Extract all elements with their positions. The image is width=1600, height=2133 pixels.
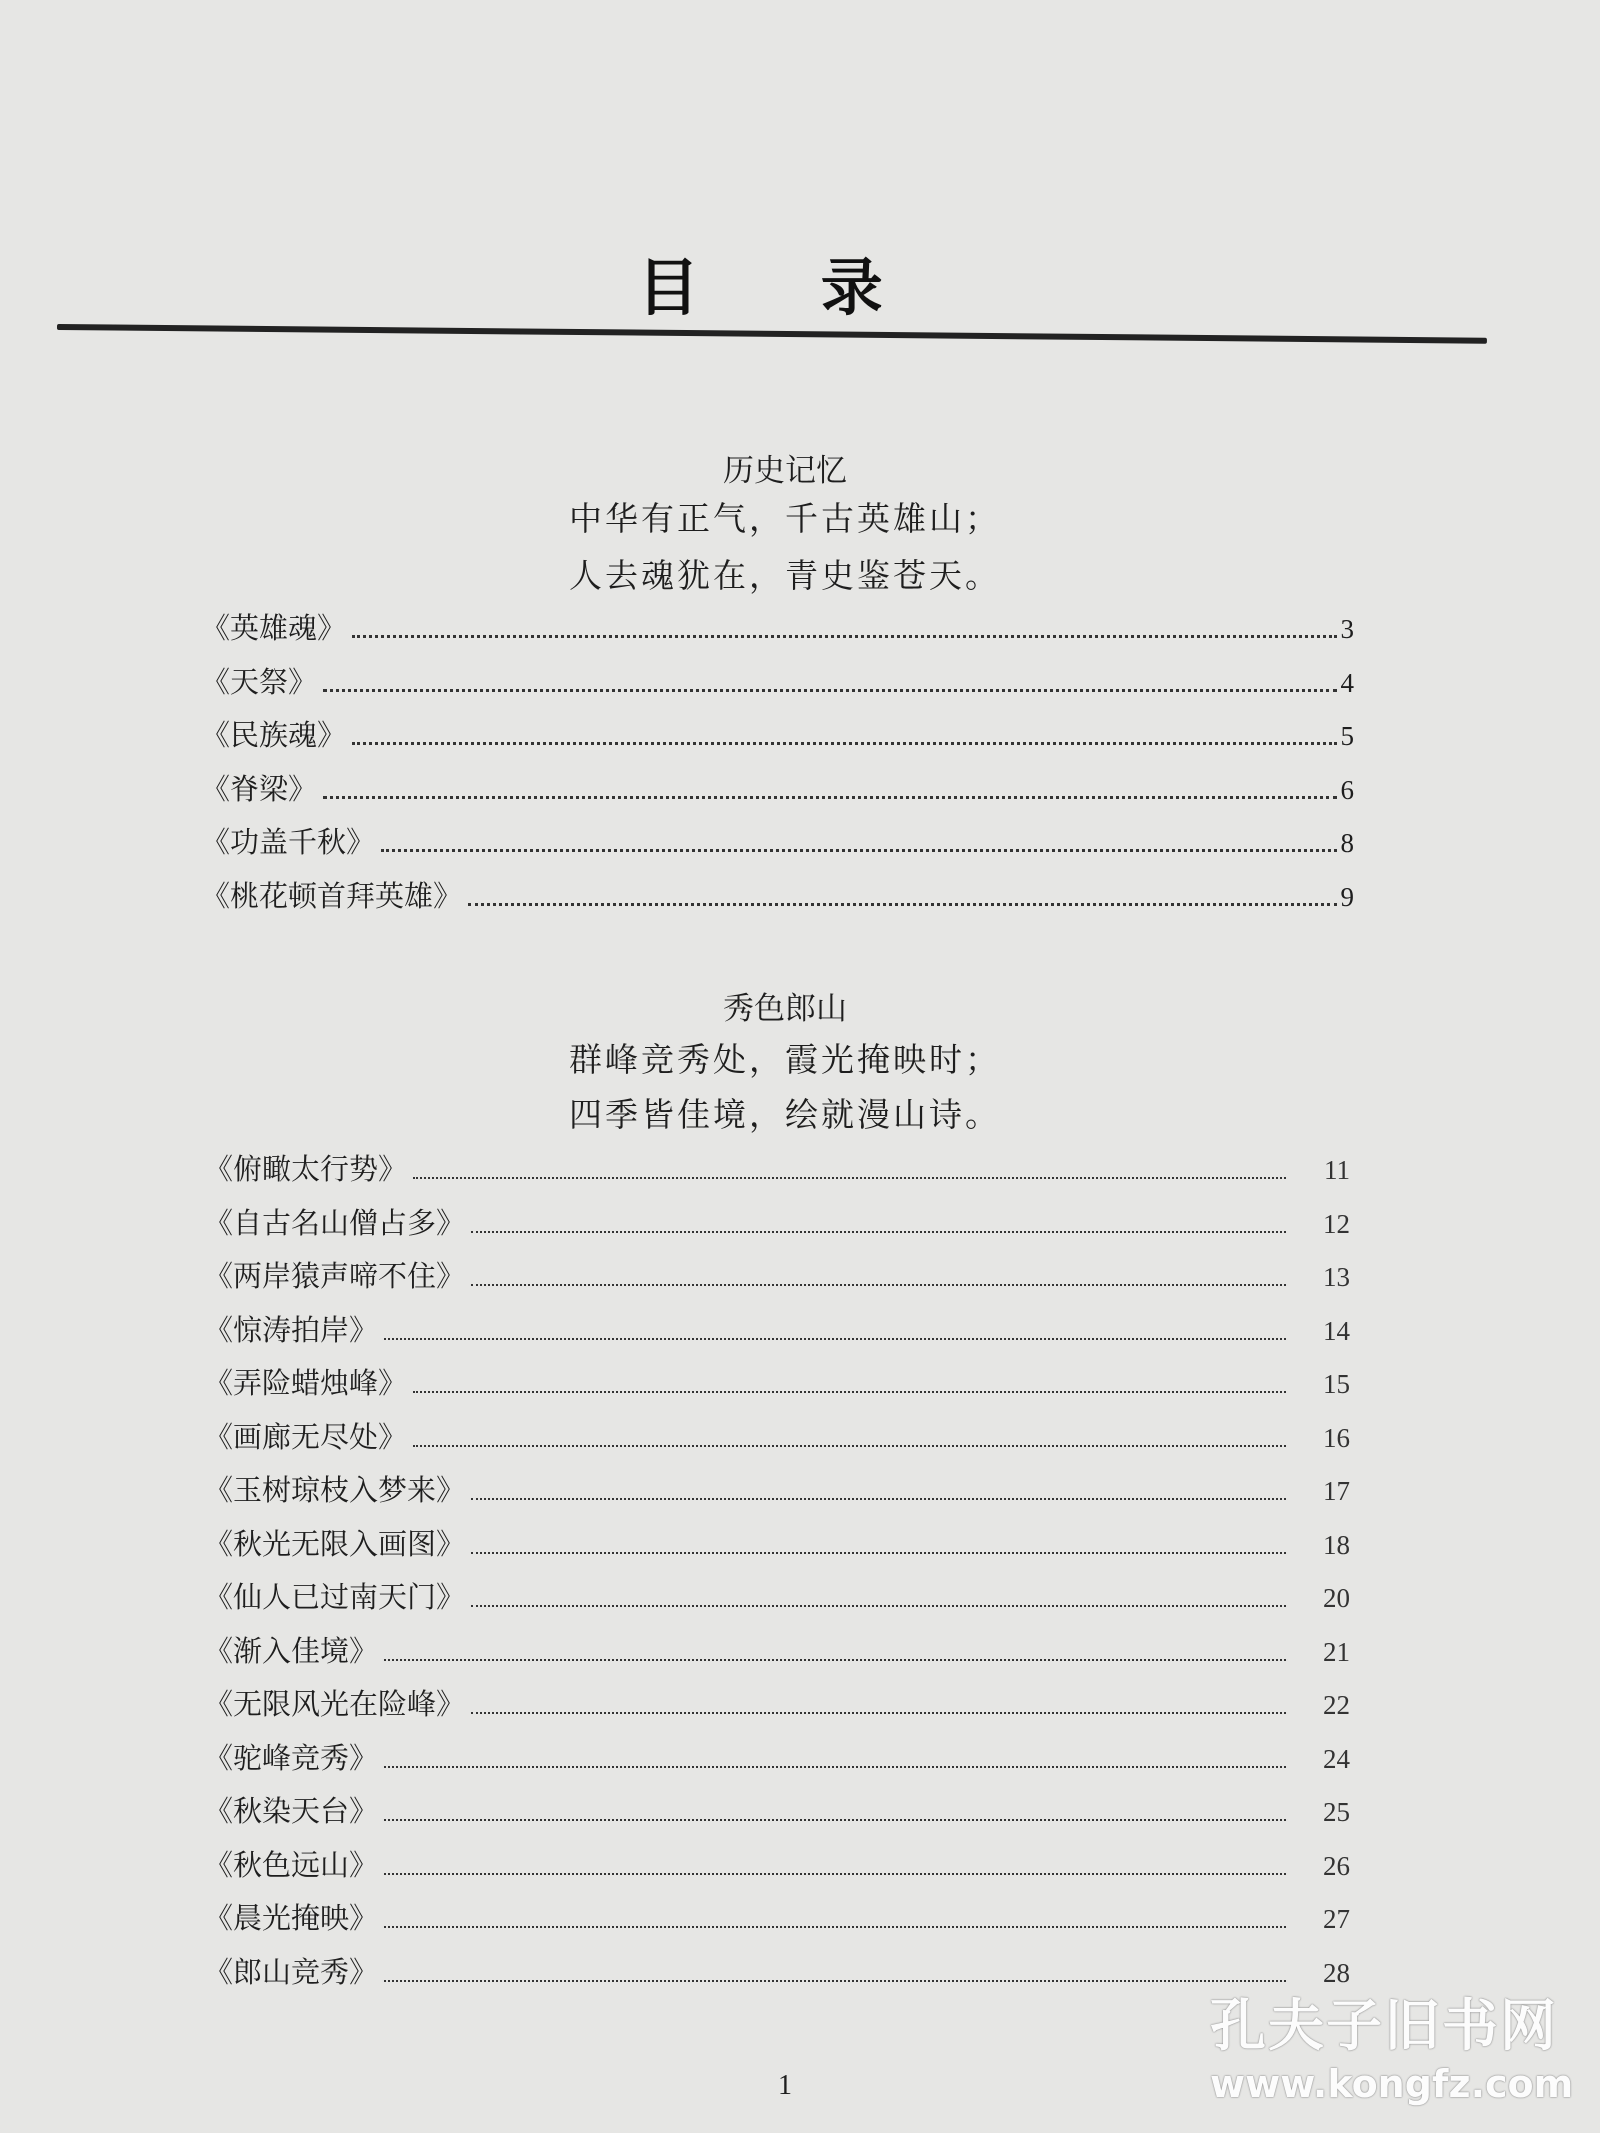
toc-entry[interactable] [201,660,1354,714]
toc-entry[interactable] [204,1950,1350,2004]
toc-entry-title: 《英雄魂》 [201,613,347,645]
toc-entry-page: 22 [1323,1690,1350,1720]
toc-entry-page: 4 [1340,667,1354,698]
toc-entry[interactable] [204,1629,1350,1683]
toc-entry[interactable] [204,1201,1350,1255]
page-number: 1 [778,2070,792,2101]
toc-entry-page: 17 [1323,1476,1350,1506]
toc-entry-page: 18 [1323,1529,1350,1560]
toc-entry-page: 8 [1340,828,1354,858]
section-heading: 历史记忆 [723,453,847,488]
section-poem-line: 群峰竞秀处，霞光掩映时； [569,1043,1001,1079]
dot-leader [323,796,1336,799]
toc-entry-title: 《玉树琼枝入梦来》 [204,1475,466,1507]
toc-entry-title: 《晨光掩映》 [204,1903,379,1935]
toc-entry[interactable] [204,1522,1350,1576]
dot-leader [381,849,1336,852]
toc-entry-page: 9 [1340,881,1354,912]
dot-leader [471,1284,1286,1286]
dot-leader [384,1338,1286,1340]
toc-entry-title: 《俯瞰太行势》 [204,1154,408,1186]
toc-entry-page: 6 [1340,774,1354,805]
toc-entry-page: 12 [1323,1208,1350,1239]
dot-leader [471,1231,1286,1233]
toc-entry[interactable] [204,1789,1350,1843]
dot-leader [384,1980,1286,1982]
dot-leader [413,1445,1286,1447]
toc-list-scenery [204,1147,1350,2003]
toc-entry[interactable] [204,1896,1350,1950]
toc-entry-page: 3 [1340,614,1354,644]
toc-entry[interactable] [204,1736,1350,1790]
toc-entry[interactable] [204,1575,1350,1629]
dot-leader [352,635,1336,638]
toc-entry-title: 《渐入佳境》 [204,1635,379,1668]
toc-entry[interactable] [201,820,1354,874]
toc-entry-title: 《天祭》 [201,666,318,699]
toc-entry-page: 25 [1323,1797,1350,1827]
toc-entry-title: 《秋色远山》 [204,1849,379,1882]
toc-entry-title: 《画廊无尽处》 [204,1421,408,1454]
toc-entry[interactable] [201,606,1354,660]
dot-leader [323,689,1336,692]
dot-leader [384,1926,1286,1928]
dot-leader [471,1552,1286,1554]
toc-entry-title: 《自古名山僧占多》 [204,1207,466,1240]
toc-entry-title: 《桃花顿首拜英雄》 [201,880,463,913]
toc-entry-title: 《弄险蜡烛峰》 [204,1368,408,1400]
toc-entry-page: 16 [1323,1422,1350,1453]
toc-entry-page: 15 [1323,1369,1350,1399]
toc-entry-page: 28 [1323,1957,1350,1988]
dot-leader [384,1766,1286,1768]
dot-leader [468,903,1336,906]
toc-entry[interactable] [204,1361,1350,1415]
toc-entry-title: 《无限风光在险峰》 [204,1689,466,1721]
toc-entry-page: 24 [1323,1743,1350,1774]
toc-entry-page: 14 [1323,1315,1350,1346]
toc-entry-title: 《两岸猿声啼不住》 [204,1261,466,1293]
toc-entry-title: 《功盖千秋》 [201,827,376,859]
dot-leader [384,1659,1286,1661]
toc-list-history [201,606,1354,927]
dot-leader [471,1605,1286,1607]
toc-entry-title: 《民族魂》 [201,720,347,752]
section-poem-line: 人去魂犹在，青史鉴苍天。 [569,559,1001,595]
watermark-name: 孔夫子旧书网 [1210,1994,1558,2059]
toc-entry-title: 《脊梁》 [201,773,318,806]
dot-leader [384,1819,1286,1821]
page-title: 目 录 [637,251,933,324]
toc-entry[interactable] [201,713,1354,767]
toc-entry-title: 《郎山竞秀》 [204,1956,379,1989]
toc-entry-page: 26 [1323,1850,1350,1881]
toc-entry-page: 11 [1324,1155,1350,1185]
section-poem-line: 四季皆佳境，绘就漫山诗。 [569,1098,1001,1134]
toc-entry[interactable] [204,1147,1350,1201]
watermark-url: www.kongfz.com [1210,2062,1574,2106]
dot-leader [384,1873,1286,1875]
toc-entry[interactable] [204,1415,1350,1469]
toc-entry[interactable] [204,1468,1350,1522]
toc-entry[interactable] [204,1254,1350,1308]
dot-leader [352,742,1336,745]
toc-entry-title: 《仙人已过南天门》 [204,1582,466,1614]
watermark [1210,1982,1573,2106]
toc-entry-page: 5 [1340,721,1354,751]
toc-entry-title: 《驼峰竞秀》 [204,1742,379,1775]
dot-leader [471,1498,1286,1500]
toc-entry-page: 13 [1323,1262,1350,1292]
section-heading: 秀色郎山 [723,991,847,1026]
toc-entry-page: 20 [1323,1583,1350,1613]
toc-entry-title: 《秋光无限入画图》 [204,1528,466,1561]
section-poem-line: 中华有正气，千古英雄山； [569,502,1001,538]
toc-entry-page: 27 [1323,1904,1350,1934]
toc-entry-title: 《秋染天台》 [204,1796,379,1828]
toc-entry[interactable] [204,1682,1350,1736]
toc-entry-title: 《惊涛拍岸》 [204,1314,379,1347]
dot-leader [413,1391,1286,1393]
toc-entry-page: 21 [1323,1636,1350,1667]
toc-entry[interactable] [204,1308,1350,1362]
toc-entry[interactable] [201,874,1354,928]
dot-leader [471,1712,1286,1714]
toc-entry[interactable] [204,1843,1350,1897]
toc-entry[interactable] [201,767,1354,821]
dot-leader [413,1177,1286,1179]
